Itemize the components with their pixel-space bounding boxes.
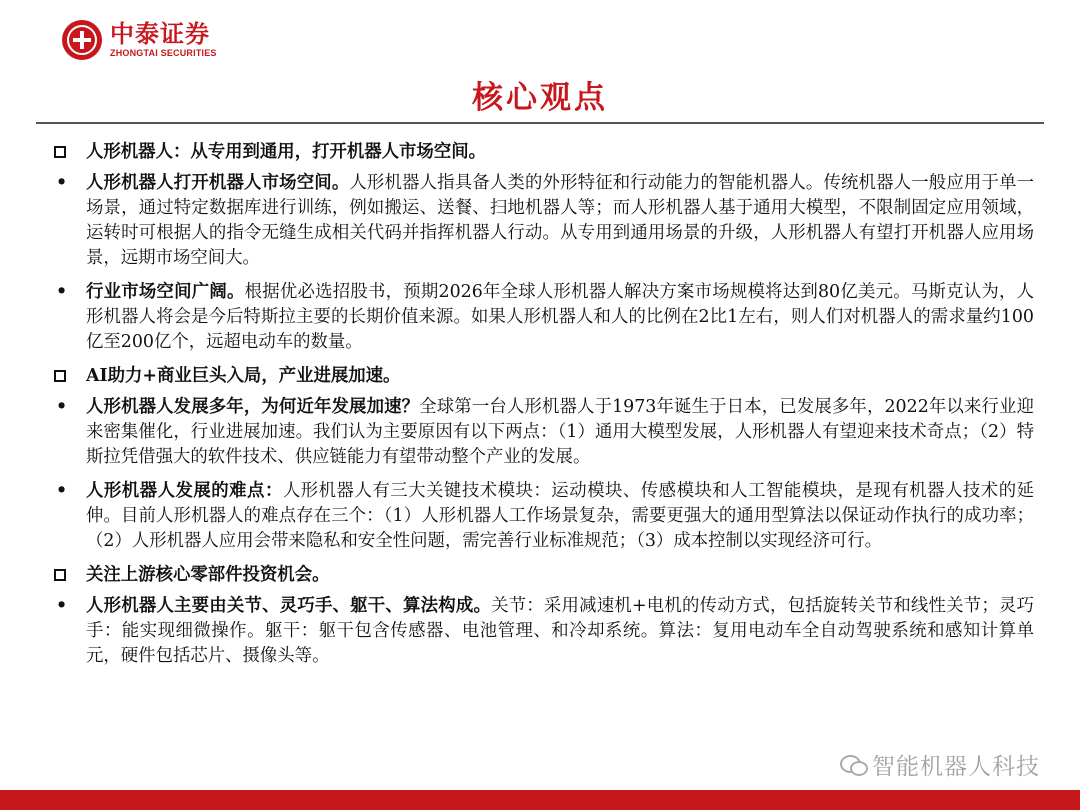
zhongtai-logo-icon — [62, 20, 102, 60]
logo-name-en: ZHONGTAI SECURITIES — [110, 48, 217, 58]
bullet-point — [54, 280, 1034, 355]
bullet-lead: 人形机器人发展多年，为何近年发展加速？ — [86, 397, 420, 417]
bullet-dot-icon: • — [56, 596, 68, 616]
bullet-lead: 人形机器人打开机器人市场空间。 — [86, 173, 350, 193]
bullet-lead: 人形机器人发展的难点： — [86, 481, 283, 501]
bullet-point — [54, 479, 1034, 554]
checkbox-square-icon — [54, 569, 66, 581]
watermark-text: 智能机器人科技 — [872, 754, 1040, 780]
bullet-dot-icon: • — [56, 481, 68, 501]
checkbox-square-icon — [54, 370, 66, 382]
bullet-text: 人形机器人有三大关键技术模块：运动模块、传感模块和人工智能模块，是现有机器人技术的延伸。目前人形机器人的难点存在三个：（1）人形机器人工作场景复杂，需要更强大的通用型算法以保证动作执行的成功率；（2）人形机器人应用会带来隐私和安全性问题，需完善行业标准规范；（3）成本控制以实现经济可行。 — [86, 481, 1034, 551]
bullet-text: 人形机器人指具备人类的外形特征和行动能力的智能机器人。传统机器人一般应用于单一场景，通过特定数据库进行训练，例如搬运、送餐、扫地机器人等；而人形机器人基于通用大模型，不限制固定应用领域，运转时可根据人的指令无缝生成相关代码并指挥机器人行动。从专用到通用场景的升级，人形机器人有望打开机器人应用场景，远期市场空间大。 — [86, 173, 1034, 268]
bullet-text: 根据优必选招股书，预期2026年全球人形机器人解决方案市场规模将达到80亿美元。马斯克认为，人形机器人将会是今后特斯拉主要的长期价值来源。如果人形机器人和人的比例在2比1左右，则人们对机器人的需求量约100亿至200亿个，远超电动车的数量。 — [86, 282, 1034, 352]
wechat-icon — [840, 755, 866, 775]
bullet-text: 全球第一台人形机器人于1973年诞生于日本，已发展多年，2022年以来行业迎来密集催化，行业进展加速。我们认为主要原因有以下两点：（1）通用大模型发展，人形机器人有望迎来技术奇点；（2）特斯拉凭借强大的软件技术、供应链能力有望带动整个产业的发展。 — [86, 397, 1034, 467]
bullet-point — [54, 594, 1034, 669]
bullet-lead: 行业市场空间广阔。 — [86, 282, 245, 302]
bullet-lead: 人形机器人主要由关节、灵巧手、躯干、算法构成。 — [86, 596, 492, 616]
logo-name-cn: 中泰证券 — [110, 20, 210, 48]
bullet-point — [54, 171, 1034, 271]
key-points — [54, 140, 1034, 678]
logo-text — [110, 22, 217, 58]
footer-bar — [0, 790, 1080, 810]
watermark — [840, 748, 1040, 781]
bullet-dot-icon: • — [56, 282, 68, 302]
checkbox-square-icon — [54, 146, 66, 158]
section-heading: AI助力+商业巨头入局，产业进展加速。 — [54, 364, 1034, 389]
brand-logo — [62, 18, 217, 62]
bullet-dot-icon: • — [56, 173, 68, 193]
section-heading: 关注上游核心零部件投资机会。 — [54, 563, 1034, 588]
bullet-dot-icon: • — [56, 397, 68, 417]
bullet-point — [54, 395, 1034, 470]
page-title: 核心观点 — [472, 80, 608, 116]
title-divider — [36, 122, 1044, 124]
bullet-text: 关节：采用减速机+电机的传动方式，包括旋转关节和线性关节；灵巧手：能实现细微操作。躯干：躯干包含传感器、电池管理、和冷却系统。算法：复用电动车全自动驾驶系统和感知计算单元，硬件包括芯片、摄像头等。 — [86, 596, 1034, 666]
section-heading: 人形机器人：从专用到通用，打开机器人市场空间。 — [54, 140, 1034, 165]
